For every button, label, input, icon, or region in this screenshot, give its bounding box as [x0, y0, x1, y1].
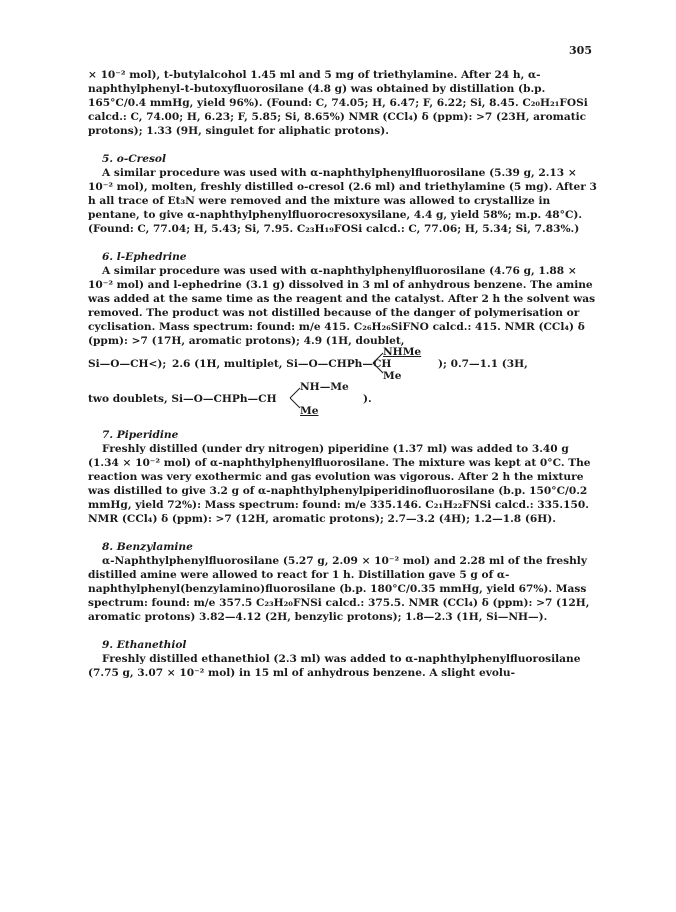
- formula-substituent-bottom: Me: [300, 405, 319, 417]
- section-benzylamine: [88, 540, 600, 624]
- section-o-cresol: [88, 152, 600, 236]
- intro-section: [88, 68, 600, 138]
- formula-text: 2.6 (1H, multiplet, Si—O—CHPh—CH: [172, 358, 392, 370]
- section-ethanethiol: [88, 638, 600, 680]
- structural-formula-2: [88, 381, 600, 417]
- bond-lines: [372, 348, 384, 378]
- formula-text: ); 0.7—1.1 (3H,: [438, 358, 528, 370]
- section-heading: 7. Piperidine: [102, 429, 179, 441]
- formula-substituent-top: NHMe: [383, 346, 422, 358]
- formula-text: ).: [363, 393, 372, 405]
- section-paragraph: A similar procedure was used with α-naphthylphenylfluorosilane (5.39 g, 2.13 × 10⁻² mol), molten, freshly distilled o-cresol (2.6 ml) and triethylamine (5 mg). After 3 h all trace of Et₃N were removed and the mixture was allowed to crystallize in pentane, to give α-naphthylphenylfluorocresoxysilane, 4.4 g, yield 58%; m.p. 48°C). (Found: C, 77.04; H, 5.43; Si, 7.95. C₂₃H₁₉FOSi calcd.: C, 77.06; H, 5.34; Si, 7.83%.): [88, 167, 597, 235]
- section-paragraph: α-Naphthylphenylfluorosilane (5.27 g, 2.09 × 10⁻² mol) and 2.28 ml of the freshly distilled amine were allowed to react for 1 h. Distillation gave 5 g of α-naphthylphenyl(benzylamino)fluorosilane (b.p. 180°C/0.35 mmHg, yield 67%). Mass spectrum: found: m/e 357.5 C₂₃H₂₀FNSi calcd.: 375.5. NMR (CCl₄) δ (ppm): >7 (12H, aromatic protons) 3.82—4.12 (2H, benzylic protons); 1.8—2.3 (1H, Si—NH—).: [88, 555, 590, 623]
- formula-text: Si—O—CH<);: [88, 358, 167, 370]
- section-paragraph: A similar procedure was used with α-naphthylphenylfluorosilane (4.76 g, 1.88 × 10⁻² mol) and l-ephedrine (3.1 g) dissolved in 3 ml of anhydrous benzene. The amine was added at the same time as the reagent and the catalyst. After 2 h the solvent was removed. The product was not distilled because of the danger of polymerisation or cyclisation. Mass spectrum: found: m/e 415. C₂₆H₂₆SiFNO calcd.: 415. NMR (CCl₄) δ (ppm): >7 (17H, aromatic protons); 4.9 (1H, doublet,: [88, 265, 596, 347]
- section-paragraph: Freshly distilled ethanethiol (2.3 ml) was added to α-naphthylphenylfluorosilane (7.75 g, 3.07 × 10⁻² mol) in 15 ml of anhydrous benzene. A slight evolu-: [88, 653, 581, 679]
- section-heading: 8. Benzylamine: [102, 541, 193, 553]
- page-number: 305: [569, 44, 592, 57]
- bond-lines: [289, 383, 301, 413]
- formula-substituent-bottom: Me: [383, 370, 402, 382]
- formula-text: two doublets, Si—O—CHPh—CH: [88, 393, 277, 405]
- section-heading: 6. l-Ephedrine: [102, 251, 187, 263]
- structural-formula-1: [88, 346, 600, 382]
- section-paragraph: Freshly distilled (under dry nitrogen) piperidine (1.37 ml) was added to 3.40 g (1.34 × 10⁻² mol) of α-naphthylphenylfluorosilane. The mixture was kept at 0°C. The reaction was very exothermic and gas evolution was vigorous. After 2 h the mixture was distilled to give 3.2 g of α-naphthylphenylpiperidinofluorosilane (b.p. 150°C/0.2 mmHg, yield 72%): Mass spectrum: found: m/e 335.146. C₂₁H₂₂FNSi calcd.: 335.150. NMR (CCl₄) δ (ppm): >7 (12H, aromatic protons); 2.7—3.2 (4H); 1.2—1.8 (6H).: [88, 443, 591, 525]
- intro-paragraph: × 10⁻² mol), t-butylalcohol 1.45 ml and 5 mg of triethylamine. After 24 h, α-naphthylphenyl-t-butoxyfluorosilane (4.8 g) was obtained by distillation (b.p. 165°C/0.4 mmHg, yield 96%). (Found: C, 74.05; H, 6.47; F, 6.22; Si, 8.45. C₂₀H₂₁FOSi calcd.: C, 74.00; H, 6.23; F, 5.85; Si, 8.65%) NMR (CCl₄) δ (ppm): >7 (23H, aromatic protons); 1.33 (9H, singulet for aliphatic protons).: [88, 69, 588, 137]
- section-ephedrine: [88, 250, 600, 417]
- formula-substituent-top: NH—Me: [300, 381, 349, 393]
- section-heading: 5. o-Cresol: [102, 153, 167, 165]
- article-body: [88, 68, 600, 694]
- section-heading: 9. Ethanethiol: [102, 639, 187, 651]
- section-piperidine: [88, 428, 600, 526]
